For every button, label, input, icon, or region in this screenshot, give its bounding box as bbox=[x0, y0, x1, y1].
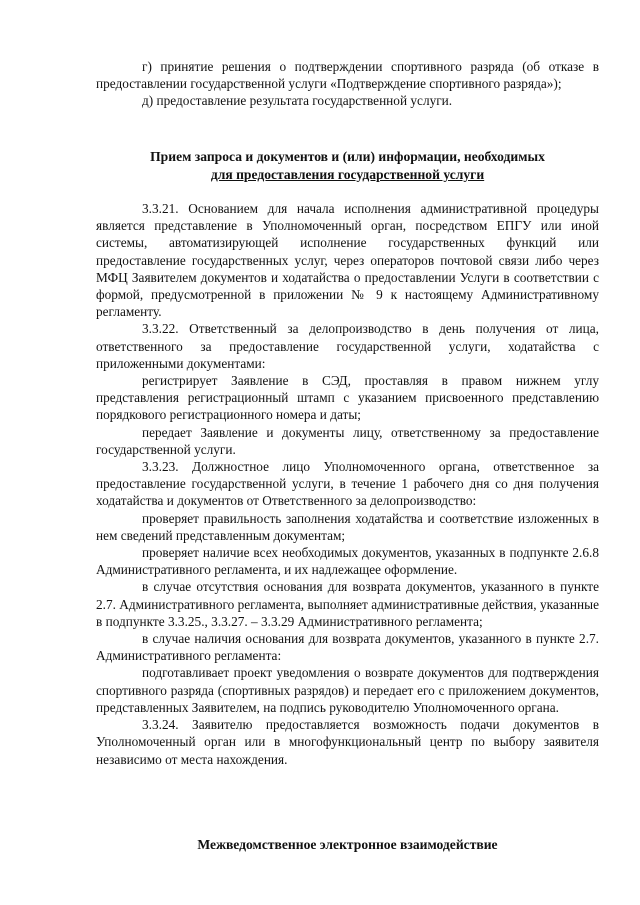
paragraph-checks-documents: проверяет наличие всех необходимых документов, указанных в подпункте 2.6.8 Административного регламента, и их надлежащее оформление. bbox=[96, 545, 599, 578]
paragraph-transfers: передает Заявление и документы лицу, ответственному за предоставление государственной услуги. bbox=[96, 424, 599, 457]
heading-line-1: Прием запроса и документов и (или) информации, необходимых bbox=[150, 149, 545, 164]
paragraph-return-grounds: в случае наличия основания для возврата документов, указанного в пункте 2.7. Административного регламента: bbox=[96, 631, 599, 664]
paragraph-3-3-24: 3.3.24. Заявителю предоставляется возможность подачи документов в Уполномоченный орган или в многофункциональный центр по выбору заявителя независимо от места нахождения. bbox=[96, 717, 599, 767]
paragraph-registers: регистрирует Заявление в СЭД, проставляя в правом нижнем углу представления регистрационный штамп с указанием присвоенного представлению порядкового регистрационного номера и даты; bbox=[96, 373, 599, 423]
paragraph-no-return-grounds: в случае отсутствия основания для возврата документов, указанного в пункте 2.7. Административного регламента, выполняет административные действия, указанные в подпункте 3.3.25., 3.3.27. – 3.3.29 Административного регламента; bbox=[96, 579, 599, 629]
section-heading bbox=[96, 148, 599, 183]
section-heading-reception bbox=[96, 148, 599, 183]
list-item-g: г) принятие решения о подтверждении спортивного разряда (об отказе в предоставлении государственной услуги «Подтверждение спортивного разряда»); bbox=[96, 59, 599, 92]
section-heading-interaction bbox=[96, 836, 599, 854]
paragraph-prepares-notice: подготавливает проект уведомления о возврате документов для подтверждения спортивного разряда (спортивных разрядов) и передает его с приложением документов, представленных Заявителем, на подпись руководителю Уполномоченного органа. bbox=[96, 665, 599, 715]
paragraph-3-3-21: 3.3.21. Основанием для начала исполнения административной процедуры является представление в Уполномоченный орган, посредством ЕПГУ или иной системы, автоматизирующей исполнение государственных функций или предоставление государственных услуг, через операторов почтовой связи либо через МФЦ Заявителем документов и ходатайства о предоставлении Услуги в соответствии с формой, предусмотренной в приложении № 9 к настоящему Административному регламенту. bbox=[96, 201, 599, 320]
paragraph-3-3-23: 3.3.23. Должностное лицо Уполномоченного органа, ответственное за предоставление государственной услуги, в течение 1 рабочего дня со дня получения ходатайства и документов от Ответственного за делопроизводство: bbox=[96, 459, 599, 509]
section-body bbox=[96, 200, 599, 768]
list-item-d: д) предоставление результата государственной услуги. bbox=[142, 93, 453, 109]
section-heading-2: Межведомственное электронное взаимодействие bbox=[197, 837, 498, 852]
paragraph-checks-correctness: проверяет правильность заполнения ходатайства и соответствие изложенных в нем сведений представленным документам; bbox=[96, 510, 599, 543]
paragraph-3-3-22: 3.3.22. Ответственный за делопроизводство в день получения от лица, ответственного за предоставление государственной услуги, ходатайства с приложенными документами: bbox=[96, 321, 599, 371]
heading-line-2: для предоставления государственной услуги bbox=[210, 166, 485, 182]
list-items bbox=[96, 58, 599, 110]
